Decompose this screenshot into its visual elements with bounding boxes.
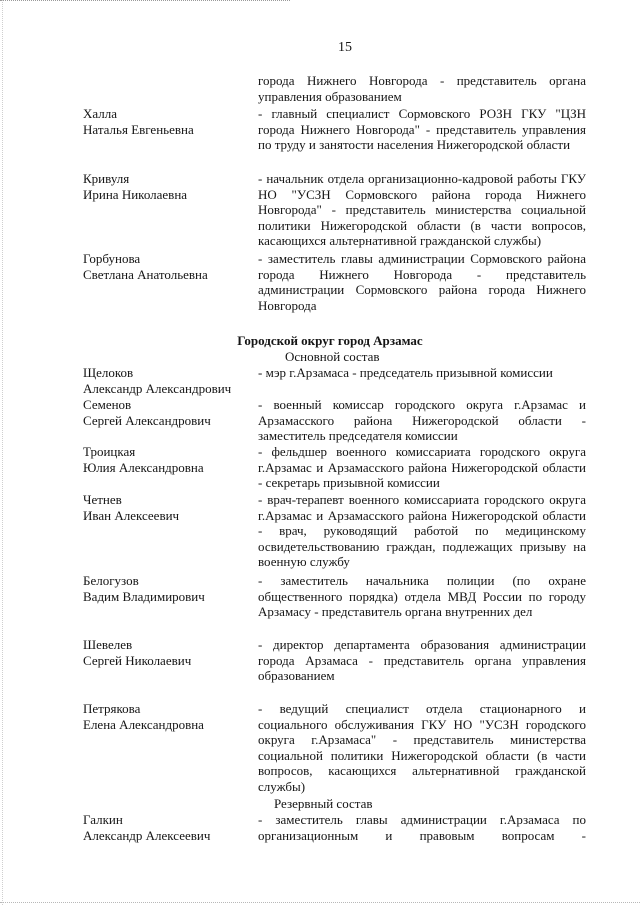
member-first-patronymic: Иван Алексеевич [83,507,180,523]
member-name [83,365,253,396]
member-surname: Щелоков [83,365,134,380]
section-title: Городской округ город Арзамас [237,333,423,348]
main-composition-heading: Основной состав [285,349,380,364]
member-role: - начальник отдела организационно-кадровой работы ГКУ НО "УСЗН Сормовского района города Нижнего Новгорода" - представитель министерства социальной политики Нижегородской области (в части вопросов, касающихся альтернативной гражданской службы) [258,171,586,249]
member-role: - ведущий специалист отдела стационарного и социального обслуживания ГКУ НО "УСЗН городского округа г.Арзамаса" - представитель министерства социальной политики Нижегородской области (в части вопросов, касающихся альтернативной гражданской службы) [258,701,586,794]
member-surname: Петрякова [83,701,141,716]
member-surname: Троицкая [83,444,136,459]
member-name [83,444,253,475]
member-name [83,171,253,202]
member-role: - заместитель начальника полиции (по охране общественного порядка) отдела МВД России по городу Арзамасу - представитель органа внутренних дел [258,573,586,620]
member-role: - заместитель главы администрации г.Арзамаса по организационным и правовым вопросам - [258,812,586,843]
scan-border-bottom [0,902,640,903]
member-first-patronymic: Сергей Александрович [83,412,211,428]
member-role: - врач-терапевт военного комиссариата городского округа г.Арзамас и Арзамасского района Нижегородской области - врач, руководящий работой по медицинскому освидетельствованию граждан, подлежащих призыву на военную службу [258,492,586,570]
member-role: - фельдшер военного комиссариата городского округа г.Арзамас и Арзамасского района Нижегородской области - секретарь призывной комиссии [258,444,586,491]
member-first-patronymic: Александр Александрович [83,380,232,396]
member-surname: Галкин [83,812,123,827]
member-role: - мэр г.Арзамаса - председатель призывной комиссии [258,365,553,380]
member-surname: Белогузов [83,573,139,588]
member-name [83,251,253,282]
member-first-patronymic: Елена Александровна [83,716,204,732]
member-first-patronymic: Александр Алексеевич [83,827,211,843]
member-role: - главный специалист Сормовского РОЗН ГКУ "ЦЗН города Нижнего Новгорода" - представитель управления по труду и занятости населения Нижегородской области [258,106,586,153]
member-surname: Семенов [83,397,132,412]
member-surname: Четнев [83,492,122,507]
member-name [83,637,253,668]
member-name [83,492,253,523]
member-role: - заместитель главы администрации Сормовского района города Нижнего Новгорода - представитель администрации Сормовского района города Нижнего Новгорода [258,251,586,313]
member-first-patronymic: Наталья Евгеньевна [83,121,194,137]
member-surname: Кривуля [83,171,130,186]
member-first-patronymic: Сергей Николаевич [83,652,192,668]
reserve-composition-heading: Резервный состав [274,796,373,811]
member-role: - директор департамента образования администрации города Арзамаса - представитель органа управления образованием [258,637,586,684]
member-name [83,573,253,604]
scan-border-left [2,0,3,905]
member-role: - военный комиссар городского округа г.Арзамас и Арзамасского района Нижегородской области - заместитель председателя комиссии [258,397,586,444]
member-first-patronymic: Светлана Анатольевна [83,266,208,282]
member-name [83,701,253,732]
member-first-patronymic: Юлия Александровна [83,459,204,475]
member-surname: Халла [83,106,118,121]
member-first-patronymic: Вадим Владимирович [83,588,205,604]
continuation-role: города Нижнего Новгорода - представитель органа управления образованием [258,73,586,104]
member-surname: Шевелев [83,637,133,652]
scan-border-top [0,0,290,1]
member-name [83,812,253,843]
member-surname: Горбунова [83,251,141,266]
page-number: 15 [338,40,352,55]
member-first-patronymic: Ирина Николаевна [83,186,188,202]
member-name [83,397,253,428]
member-name [83,106,253,137]
